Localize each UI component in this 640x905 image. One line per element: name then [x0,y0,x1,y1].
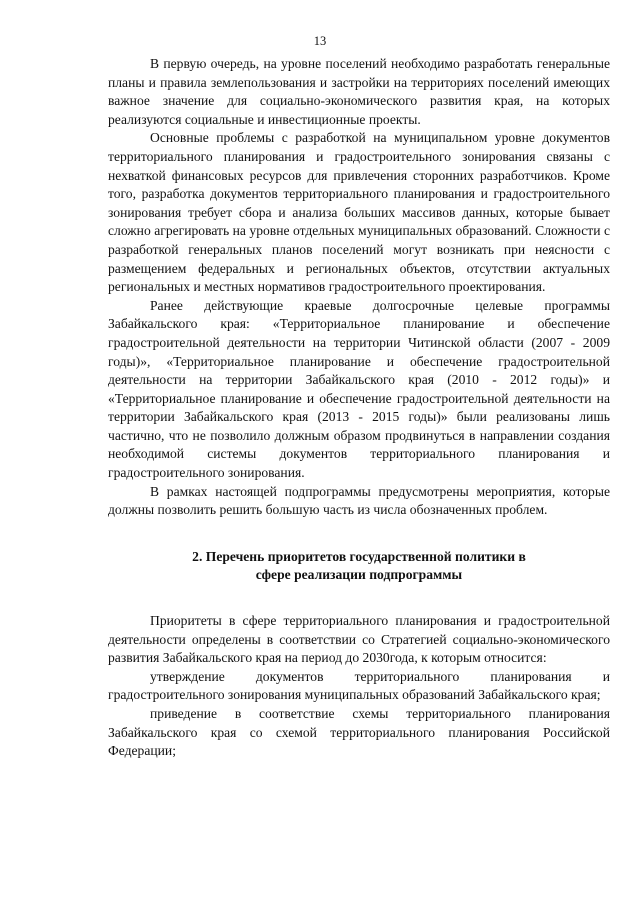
paragraph-subprogram-measures: В рамках настоящей подпрограммы предусмотрены мероприятия, которые должны позволить решить большую часть из числа обозначенных проблем. [108,483,610,518]
paragraph-previous-programs: Ранее действующие краевые долгосрочные целевые программы Забайкальского края: «Территориальное планирование и обеспечение градостроительной деятельности на территории Читинской области (2007 - 2009 годы)», «Территориальное планирование и обеспечение градостроительной деятельности на территории Забайкальского края (2010 - 2012 годы)» и «Территориальное планирование и обеспечение градостроительной деятельности на территории Забайкальского края (2013 - 2015 годы)» были реализованы лишь частично, что не позволило должным образом продвинуться в направлении создания необходимой системы документов территориального планирования и градостроительного зонирования. [108,297,610,481]
list-item-approval: утверждение документов территориального планирования и градостроительного зонирования муниципальных образований Забайкальского края; [108,668,610,703]
page-number: 13 [313,34,327,48]
document-body [108,55,610,761]
paragraph-priority-settlements: В первую очередь, на уровне поселений необходимо разработать генеральные планы и правила землепользования и застройки на территориях поселений имеющих важное значение для социально-экономического развития края, на которых реализуются социальные и инвестиционные проекты. [108,56,610,127]
paragraph-main-problems: Основные проблемы с разработкой на муниципальном уровне документов территориального планирования и градостроительного зонирования связаны с нехваткой финансовых ресурсов для привлечения сторонних разработчиков. Кроме того, разработка документов территориального планирования и градостроительного зонирования требует сбора и анализа больших массивов данных, которые бывает сложно агрегировать на уровне отдельных муниципальных образований. Сложности с разработкой генеральных планов поселений могут возникать при неясности с размещением федеральных и региональных объектов, отсутствии актуальных региональных и местных нормативов градостроительного проектирования. [108,130,610,295]
section-heading-line-2: сфере реализации подпрограммы [255,567,463,583]
paragraph-priorities: Приоритеты в сфере территориального планирования и градостроительной деятельности определены в соответствии со Стратегией социально-экономического развития Забайкальского края на период до 2030года, к которым относится: [108,613,610,666]
list-item-alignment: приведение в соответствие схемы территориального планирования Забайкальского края со схемой территориального планирования Российской Федерации; [108,706,610,759]
section-heading [108,548,610,585]
section-heading-line-1: 2. Перечень приоритетов государственной политики в [192,548,526,564]
